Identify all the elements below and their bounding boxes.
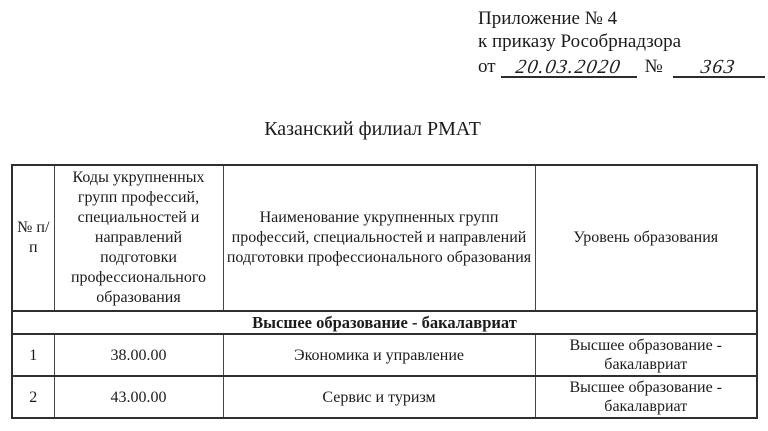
appendix-header-block [478,7,765,78]
education-level-cell: Высшее образование - бакалавриат [535,334,757,376]
order-number-handwritten: 363 [699,56,738,78]
row-number-cell: 2 [12,376,54,418]
education-level-cell: Высшее образование - бакалавриат [535,376,757,418]
document-title: Казанский филиал РМАТ [264,118,481,140]
column-header-education-level: Уровень образования [535,165,757,311]
column-header-row-number: № п/п [12,165,54,311]
number-sign: № [644,56,663,77]
table-row [12,334,757,376]
program-name-cell: Экономика и управление [223,334,535,376]
order-date-number-line [478,54,765,78]
order-number-blank [673,54,765,78]
table-header-row [12,165,757,311]
order-date-prefix: от [478,56,496,77]
order-date-handwritten: 20.03.2020 [514,56,624,78]
appendix-number-line: Приложение № 4 [478,8,618,29]
order-date-blank [501,54,637,78]
table-section-row [12,311,757,334]
table-row [12,376,757,418]
program-name-cell: Сервис и туризм [223,376,535,418]
column-header-codes: Коды укрупненных групп профессий, специальностей и направлений подготовки профессионального образования [54,165,223,311]
row-number-cell: 1 [12,334,54,376]
education-programs-table [11,164,758,419]
code-cell: 43.00.00 [54,376,223,418]
column-header-names: Наименование укрупненных групп профессий, специальностей и направлений подготовки профессионального образования [223,165,535,311]
code-cell: 38.00.00 [54,334,223,376]
order-reference-line: к приказу Рособрнадзора [478,31,682,52]
section-header-cell: Высшее образование - бакалавриат [12,311,757,334]
